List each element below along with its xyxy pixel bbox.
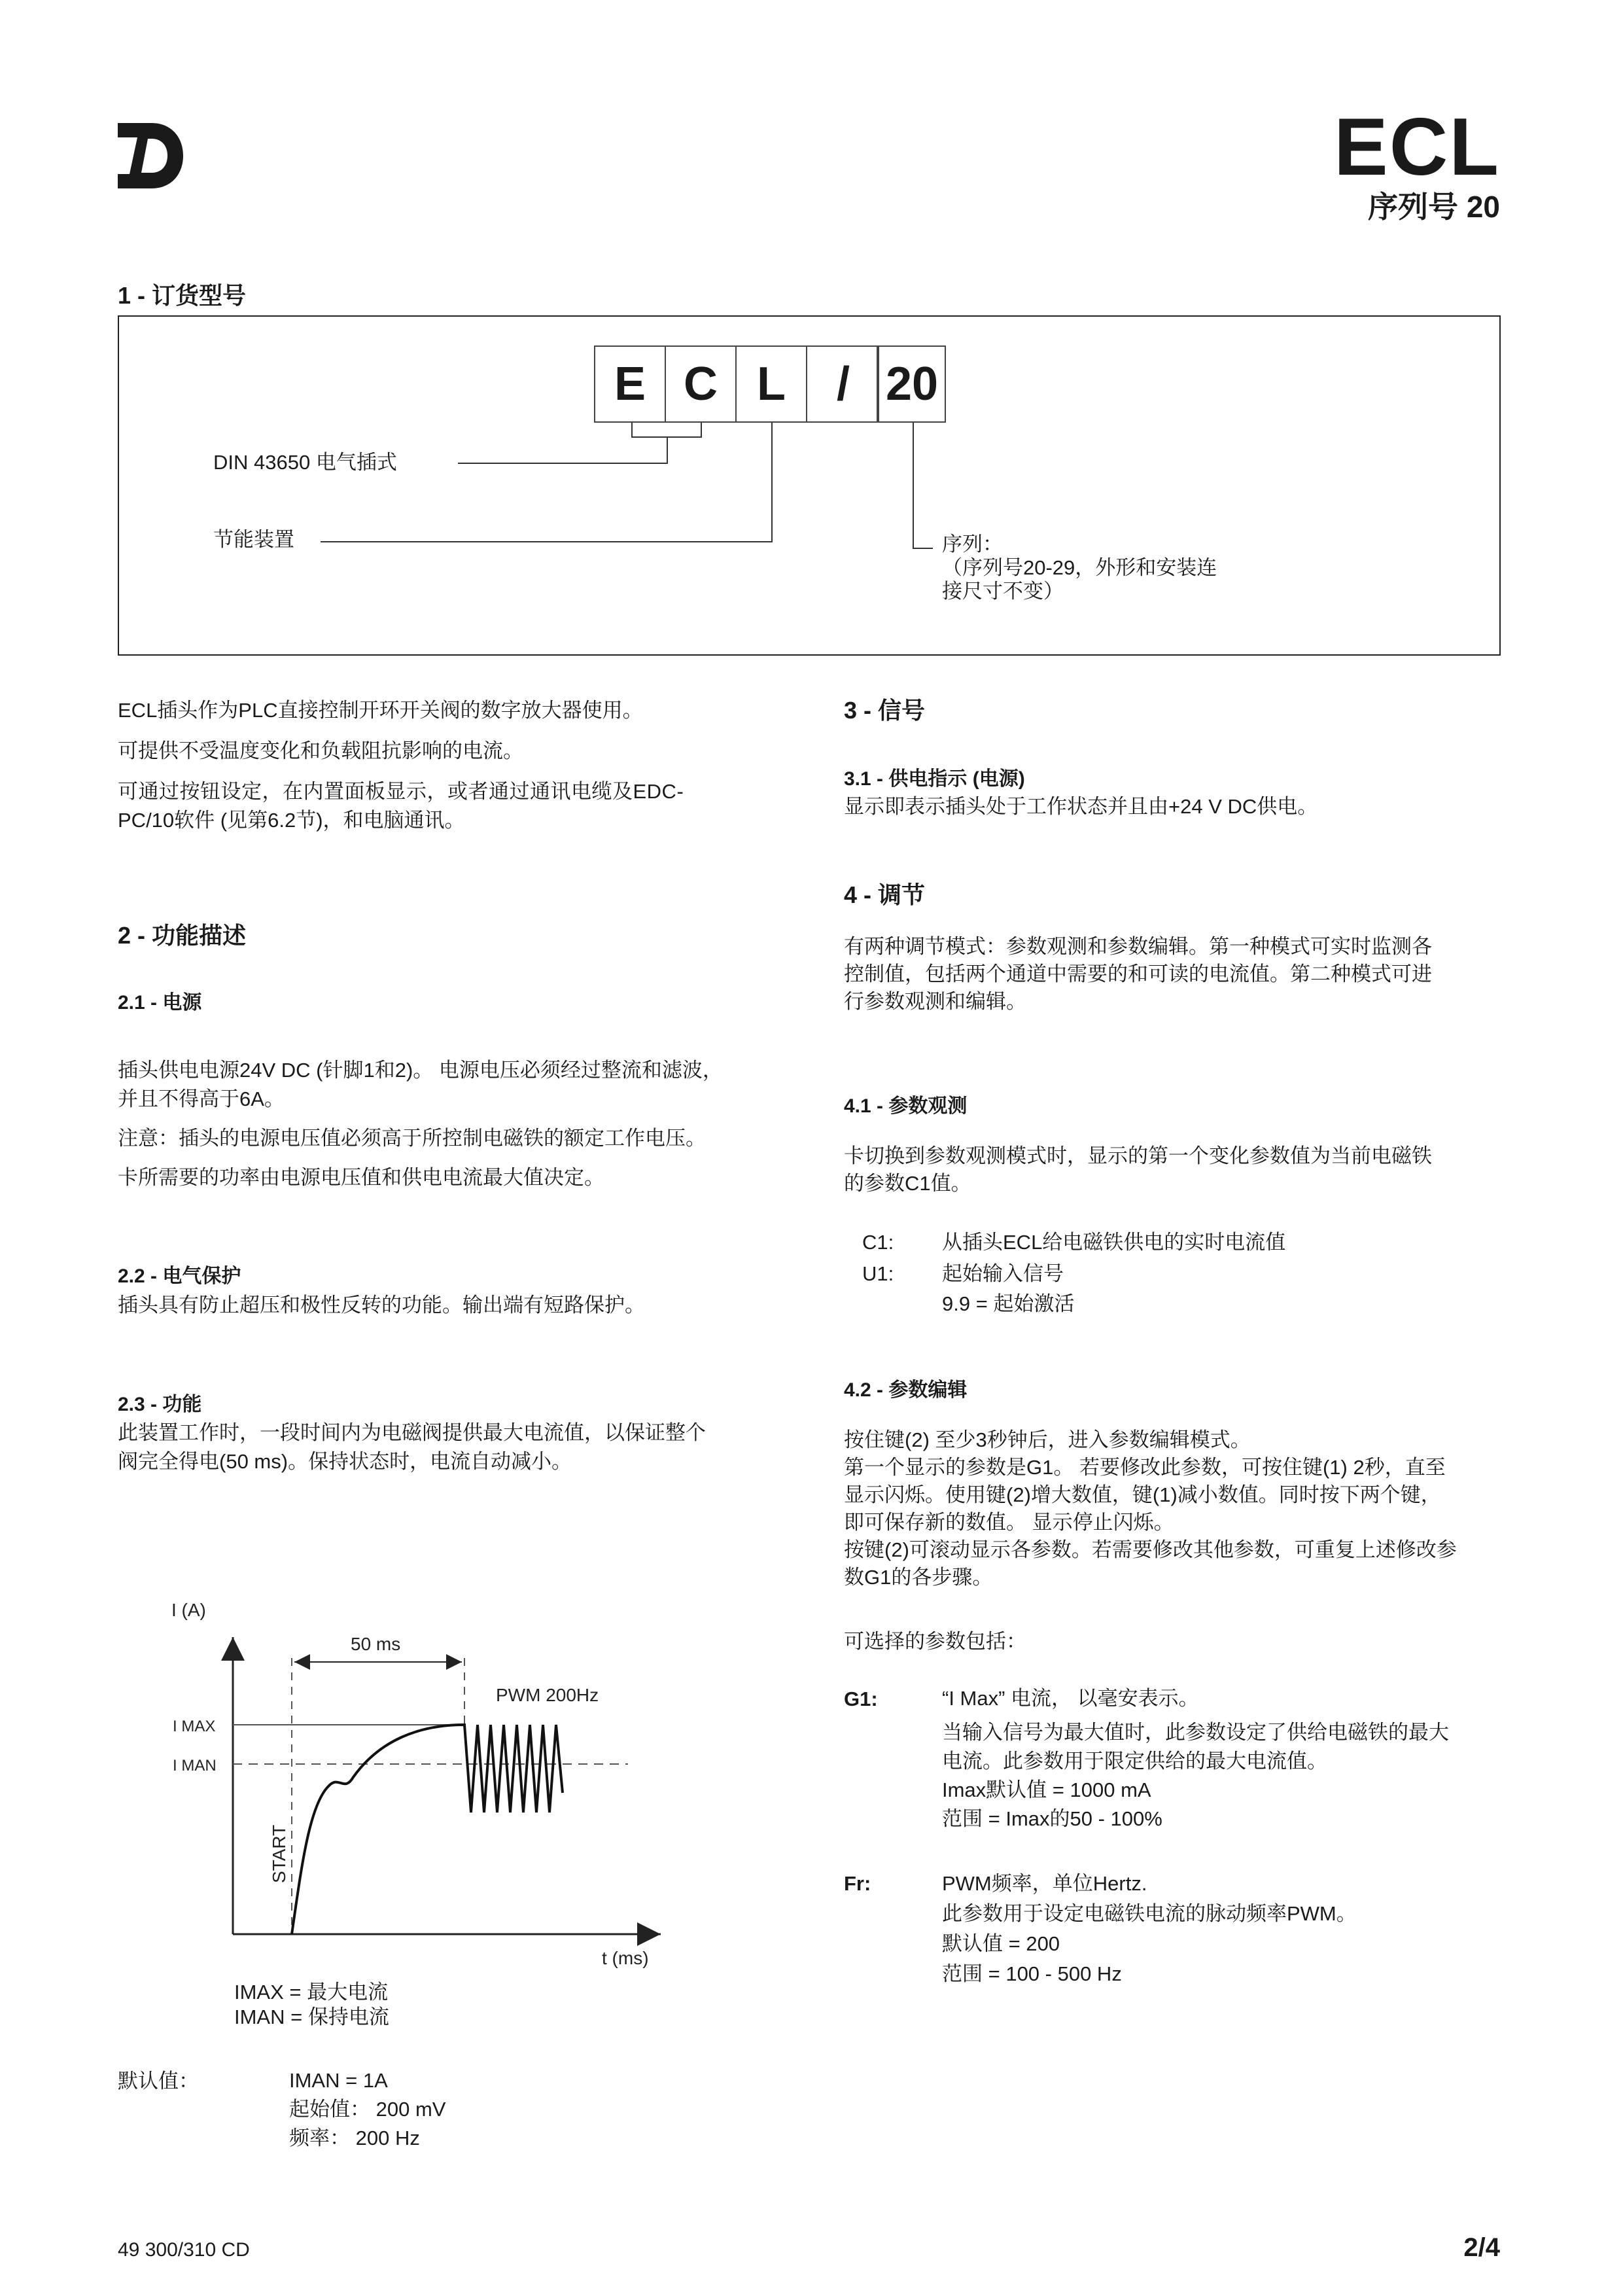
section-2-3-heading: 2.3 - 功能	[118, 1394, 202, 1415]
defaults-values: IMAN = 1A 起始值： 200 mV 频率： 200 Hz	[289, 2069, 446, 2149]
document-title: ECL	[1334, 102, 1500, 192]
section-4-2-heading: 4.2 - 参数编辑	[844, 1379, 968, 1401]
defaults-label: 默认值：	[118, 2070, 199, 2093]
section-3-heading: 3 - 信号	[844, 697, 926, 724]
start-label: START	[269, 1824, 289, 1883]
param-g1-key: G1:	[844, 1687, 878, 1710]
footer-doc-number: 49 300/310 CD	[118, 2239, 250, 2261]
section-1-heading: 1 - 订货型号	[118, 282, 247, 309]
param-fr-key: Fr:	[844, 1872, 871, 1895]
section-4-text: 有两种调节模式：参数观测和参数编辑。第一种模式可实时监测各 控制值，包括两个通道中需要的和可读的电流值。第二种模式可进 行参数观测和编辑。	[844, 935, 1432, 1013]
current-waveform-diagram	[157, 1597, 680, 1976]
section-4-2-text: 按住键(2) 至少3秒钟后，进入参数编辑模式。 第一个显示的参数是G1。 若要修改此参数，可按住键(1) 2秒，直至 显示闪烁。使用键(2)增大数值，键(1)减小数值。同时按下两个键， 即可保存新的数值。 显示停止闪烁。 按键(2)可滚动显示各参数。若需要修改其他参数，可重复上述修改参 数G1的各步骤。	[844, 1428, 1457, 1589]
section-4-heading: 4 - 调节	[844, 881, 926, 908]
section-2-2-heading: 2.2 - 电气保护	[118, 1265, 241, 1287]
label-series: 序列： （序列号20-29，外形和安装连 接尺寸不变）	[942, 533, 1217, 603]
param-fr-text: PWM频率，单位Hertz. 此参数用于设定电磁铁电流的脉动频率PWM。 默认值 = 200 范围 = 100 - 500 Hz	[942, 1872, 1357, 1985]
section-4-1-text: 卡切换到参数观测模式时，显示的第一个变化参数值为当前电磁铁 的参数C1值。	[844, 1144, 1432, 1195]
param-u1-key: U1:	[862, 1262, 894, 1285]
section-2-1-heading: 2.1 - 电源	[118, 992, 202, 1014]
code-cell-c: C	[665, 345, 737, 423]
param-g1-text: “I Max” 电流， 以毫安表示。 当输入信号为最大值时，此参数设定了供给电磁铁的最大 电流。此参数用于限定供给的最大电流值。 Imax默认值 = 1000 mA 范围 = Imax的50 - 100%	[942, 1687, 1449, 1830]
diagram-legend: IMAX = 最大电流 IMAN = 保持电流	[234, 1981, 389, 2028]
code-cell-slash: /	[807, 345, 879, 423]
code-cell-l: L	[735, 345, 807, 423]
section-3-1-heading: 3.1 - 供电指示 (电源)	[844, 768, 1025, 790]
section-2-heading: 2 - 功能描述	[118, 922, 247, 949]
imax-label: I MAX	[173, 1718, 216, 1735]
interval-label: 50 ms	[351, 1634, 401, 1654]
param-u1-text: 起始输入信号 9.9 = 起始激活	[942, 1262, 1075, 1315]
iman-label: I MAN	[173, 1757, 217, 1775]
param-c1-key: C1:	[862, 1231, 894, 1254]
current-waveform	[292, 1725, 563, 1934]
footer-page-number: 2/4	[1463, 2233, 1500, 2262]
selectable-params-intro: 可选择的参数包括：	[844, 1630, 1026, 1653]
section-4-1-heading: 4.1 - 参数观测	[844, 1095, 968, 1117]
document-subtitle: 序列号 20	[1368, 190, 1500, 224]
code-cell-series: 20	[878, 345, 946, 423]
pwm-label: PWM 200Hz	[496, 1685, 599, 1705]
y-axis-label: I (A)	[171, 1600, 206, 1620]
intro-text: ECL插头作为PLC直接控制开环开关阀的数字放大器使用。 可提供不受温度变化和负载阻抗影响的电流。 可通过按钮设定，在内置面板显示，或者通过通讯电缆及EDC- PC/10软件 (见第6.2节)，和电脑通讯。	[118, 699, 684, 832]
section-2-3-text: 此装置工作时，一段时间内为电磁阀提供最大电流值，以保证整个 阀完全得电(50 ms)。保持状态时，电流自动减小。	[118, 1421, 706, 1473]
x-axis-label: t (ms)	[602, 1948, 649, 1968]
section-3-1-text: 显示即表示插头处于工作状态并且由+24 V DC供电。	[844, 795, 1318, 818]
code-cell-e: E	[594, 345, 666, 423]
ordering-code-connectors	[0, 0, 1623, 661]
label-energy-device: 节能装置	[213, 528, 294, 551]
label-din-connector: DIN 43650 电气插式	[213, 451, 397, 474]
section-2-2-text: 插头具有防止超压和极性反转的功能。输出端有短路保护。	[118, 1294, 645, 1316]
section-2-1-text: 插头供电电源24V DC (针脚1和2)。 电源电压必须经过整流和滤波， 并且不得高于6A。 注意：插头的电源电压值必须高于所控制电磁铁的额定工作电压。 卡所需要的功率由电源电压值和供电电流最大值决定。	[118, 1059, 723, 1189]
param-c1-text: 从插头ECL给电磁铁供电的实时电流值	[942, 1231, 1286, 1254]
